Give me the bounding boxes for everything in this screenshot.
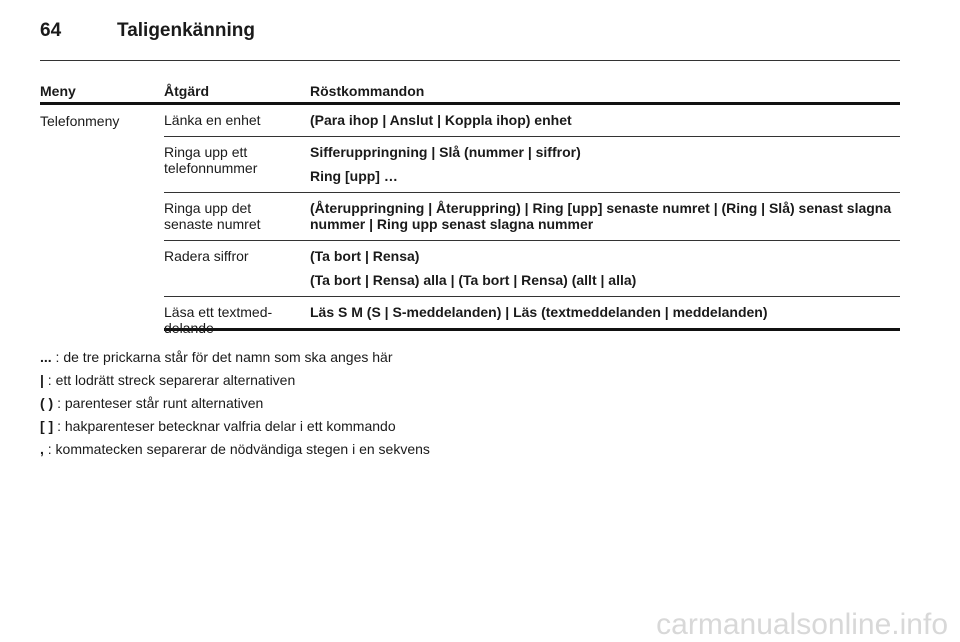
command-text: Läs S M (S | S-meddelanden) | Läs (textmeddelanden | meddelanden): [310, 304, 768, 320]
table-row: [164, 137, 900, 193]
action-cell: Länka en enhet: [164, 112, 261, 128]
legend-symbol: |: [40, 372, 44, 388]
legend-text: : kommatecken separerar de nödvändiga stegen i en sekvens: [43, 441, 430, 457]
page-number: 64: [40, 20, 62, 41]
legend-item: [40, 346, 900, 369]
table-row: [164, 241, 900, 297]
legend-text: : ett lodrätt streck separerar alternativen: [43, 372, 296, 388]
table-row: [164, 193, 900, 241]
commands-cell: [310, 241, 900, 296]
menu-cell: Telefonmeny: [40, 113, 120, 129]
commands-cell: [310, 193, 900, 240]
legend-symbol: [ ]: [40, 418, 54, 434]
action-cell: Läsa ett textmed-delande: [164, 304, 273, 336]
symbol-legend: [40, 346, 900, 461]
command-text: (Ta bort | Rensa): [310, 248, 420, 264]
command-text: (Återuppringning | Återuppring) | Ring [upp] senaste numret | (Ring | Slå) senast slagna nummer | Ring upp senast slagna nummer: [310, 200, 892, 232]
column-header-action: Åtgärd: [164, 83, 210, 99]
legend-text: : parenteser står runt alternativen: [53, 395, 264, 411]
table-row: [164, 105, 900, 137]
command-text: Ring [upp] …: [310, 168, 398, 184]
legend-symbol: ( ): [40, 395, 54, 411]
table-row: [164, 297, 900, 336]
legend-symbol: ,: [40, 441, 44, 457]
legend-item: [40, 369, 900, 392]
command-text: Sifferuppringning | Slå (nummer | siffror): [310, 144, 581, 160]
action-cell: Ringa upp ett telefonnummer: [164, 144, 258, 176]
commands-cell: [310, 297, 900, 328]
action-cell: Ringa upp det senaste numret: [164, 200, 261, 232]
legend-text: : de tre prickarna står för det namn som ska anges här: [51, 349, 393, 365]
table-header: [40, 80, 900, 105]
action-cell: Radera siffror: [164, 248, 249, 264]
column-header-menu: Meny: [40, 83, 76, 99]
commands-cell: [310, 105, 900, 136]
command-text: (Ta bort | Rensa) alla | (Ta bort | Rensa) (allt | alla): [310, 272, 637, 288]
commands-cell: [310, 137, 900, 192]
voice-command-table: [40, 80, 900, 336]
legend-item: [40, 415, 900, 438]
legend-symbol: ...: [40, 349, 52, 365]
table-group-telefonmeny: [40, 105, 900, 336]
command-text: (Para ihop | Anslut | Koppla ihop) enhet: [310, 112, 572, 128]
legend-item: [40, 392, 900, 415]
page-title: Taligenkänning: [117, 20, 255, 41]
watermark: carmanualsonline.info: [656, 608, 948, 641]
header-rule: [40, 60, 900, 61]
page-header: [40, 20, 900, 48]
legend-item: [40, 438, 900, 461]
column-header-commands: Röstkommandon: [310, 83, 425, 99]
legend-text: : hakparenteser betecknar valfria delar i ett kommando: [53, 418, 396, 434]
